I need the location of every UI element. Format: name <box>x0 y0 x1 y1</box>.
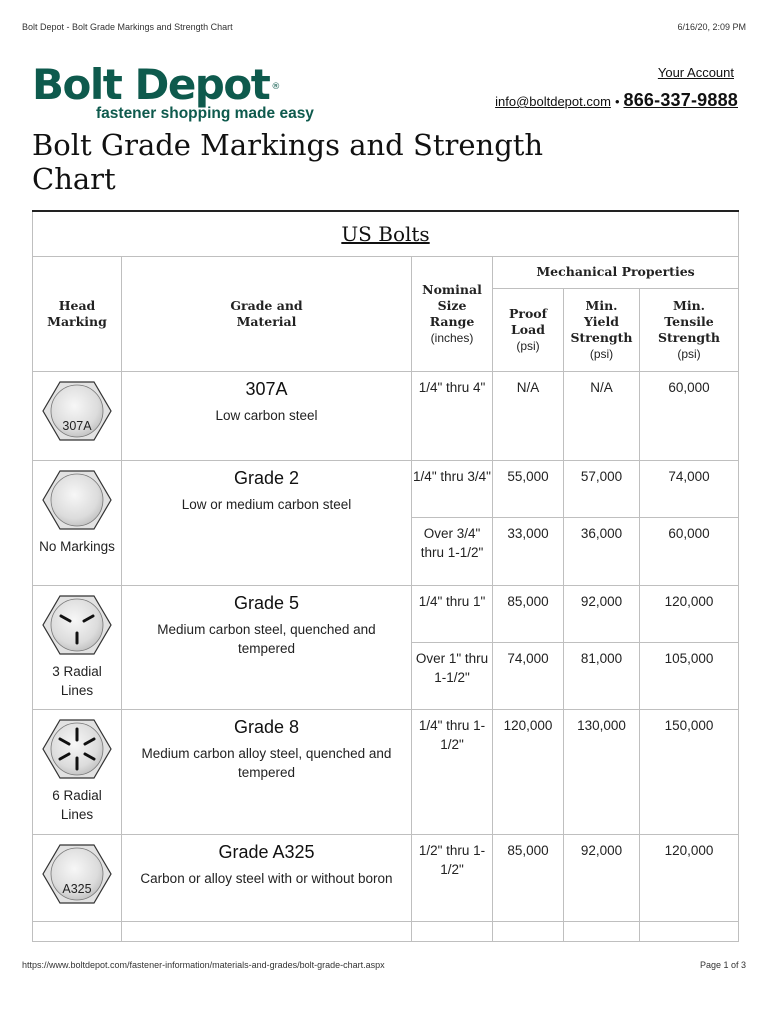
print-footer-page: Page 1 of 3 <box>699 960 746 970</box>
head-marking-cell <box>33 371 122 460</box>
head-marking-cell <box>33 834 122 921</box>
header-head-marking: Head Marking <box>33 256 122 371</box>
hex-3-radial-lines-icon <box>42 594 112 656</box>
grade-cell <box>122 709 412 834</box>
marking-label: 6 Radial Lines <box>52 787 102 822</box>
page-title: Bolt Grade Markings and Strength Chart <box>32 128 544 196</box>
print-header-title: Bolt Depot - Bolt Grade Markings and Strength Chart <box>22 22 233 32</box>
yield-strength: 92,000 <box>564 834 640 921</box>
yield-strength: 81,000 <box>564 642 640 709</box>
tensile-strength: 74,000 <box>640 460 739 517</box>
hex-a325-icon <box>42 843 112 905</box>
hex-6-radial-lines-icon <box>42 718 112 780</box>
tensile-strength: 150,000 <box>640 709 739 834</box>
table-row <box>33 921 739 941</box>
tensile-strength: 120,000 <box>640 834 739 921</box>
tensile-strength: 60,000 <box>640 517 739 585</box>
grade-material: Carbon or alloy steel with or without boron <box>140 870 393 886</box>
tensile-strength: 105,000 <box>640 642 739 709</box>
logo-wordmark: Bolt Depot ® <box>32 60 281 109</box>
section-title: US Bolts <box>33 211 739 256</box>
grade-name: Grade 8 <box>233 716 300 737</box>
hex-plain-icon <box>42 469 112 531</box>
proof-load: 74,000 <box>493 642 564 709</box>
yield-strength: 92,000 <box>564 585 640 642</box>
grade-material: Medium carbon steel, quenched and tempered <box>157 621 376 656</box>
print-header <box>22 22 746 32</box>
grade-material: Low carbon steel <box>215 407 318 423</box>
grade-cell <box>122 585 412 709</box>
header-yield-strength: Min. Yield Strength (psi) <box>564 288 640 371</box>
proof-load: N/A <box>493 371 564 460</box>
table-row <box>33 585 739 642</box>
phone-link[interactable]: 866-337-9888 <box>623 90 738 110</box>
grade-cell <box>122 371 412 460</box>
size-range: 1/4" thru 4" <box>412 371 493 460</box>
bolt-grade-table <box>32 210 739 942</box>
grade-material: Low or medium carbon steel <box>181 496 352 512</box>
size-range: Over 3/4" thru 1-1/2" <box>412 517 493 585</box>
yield-strength: 36,000 <box>564 517 640 585</box>
grade-name: Grade 2 <box>233 467 300 488</box>
marking-label: 3 Radial Lines <box>52 663 102 698</box>
your-account-link[interactable]: Your Account <box>657 65 734 80</box>
yield-strength: 130,000 <box>564 709 640 834</box>
yield-strength: N/A <box>564 371 640 460</box>
grade-name: Grade A325 <box>218 841 315 862</box>
size-range: 1/2" thru 1-1/2" <box>412 834 493 921</box>
head-marking-cell <box>33 709 122 834</box>
tensile-strength: 120,000 <box>640 585 739 642</box>
svg-text:307A: 307A <box>62 418 92 433</box>
marking-label: No Markings <box>39 538 115 554</box>
size-range: 1/4" thru 1-1/2" <box>412 709 493 834</box>
logo-tagline: fastener shopping made easy <box>96 105 314 122</box>
print-header-date: 6/16/20, 2:09 PM <box>677 22 746 32</box>
table-row <box>33 834 739 921</box>
tensile-strength: 60,000 <box>640 371 739 460</box>
header-grade-material: Grade and Material <box>122 256 412 371</box>
yield-strength: 57,000 <box>564 460 640 517</box>
contact-line <box>495 90 738 111</box>
head-marking-cell <box>33 585 122 709</box>
size-range: 1/4" thru 1" <box>412 585 493 642</box>
svg-text:A325: A325 <box>62 881 92 896</box>
header-nominal-size: Nominal Size Range (inches) <box>412 256 493 371</box>
grade-name: Grade 5 <box>233 592 300 613</box>
hex-307a-icon <box>42 380 112 442</box>
header-mechanical-properties: Mechanical Properties <box>493 256 739 288</box>
header-tensile-strength: Min. Tensile Strength (psi) <box>640 288 739 371</box>
print-footer <box>22 960 746 970</box>
grade-cell <box>122 834 412 921</box>
table-row <box>33 460 739 517</box>
bolt-depot-logo[interactable] <box>32 60 332 122</box>
grade-name: 307A <box>245 378 288 399</box>
size-range: 1/4" thru 3/4" <box>412 460 493 517</box>
header-proof-load: Proof Load (psi) <box>493 288 564 371</box>
email-link[interactable]: info@boltdepot.com <box>495 94 611 109</box>
proof-load: 85,000 <box>493 585 564 642</box>
proof-load: 33,000 <box>493 517 564 585</box>
proof-load: 85,000 <box>493 834 564 921</box>
head-marking-cell <box>33 460 122 585</box>
proof-load: 55,000 <box>493 460 564 517</box>
table-row <box>33 371 739 460</box>
proof-load: 120,000 <box>493 709 564 834</box>
grade-cell <box>122 460 412 585</box>
contact-separator: • <box>614 94 620 109</box>
grade-material: Medium carbon alloy steel, quenched and tempered <box>141 745 392 780</box>
print-footer-url: https://www.boltdepot.com/fastener-information/materials-and-grades/bolt-grade-chart.aspx <box>22 960 385 970</box>
table-row <box>33 709 739 834</box>
size-range: Over 1" thru 1-1/2" <box>412 642 493 709</box>
